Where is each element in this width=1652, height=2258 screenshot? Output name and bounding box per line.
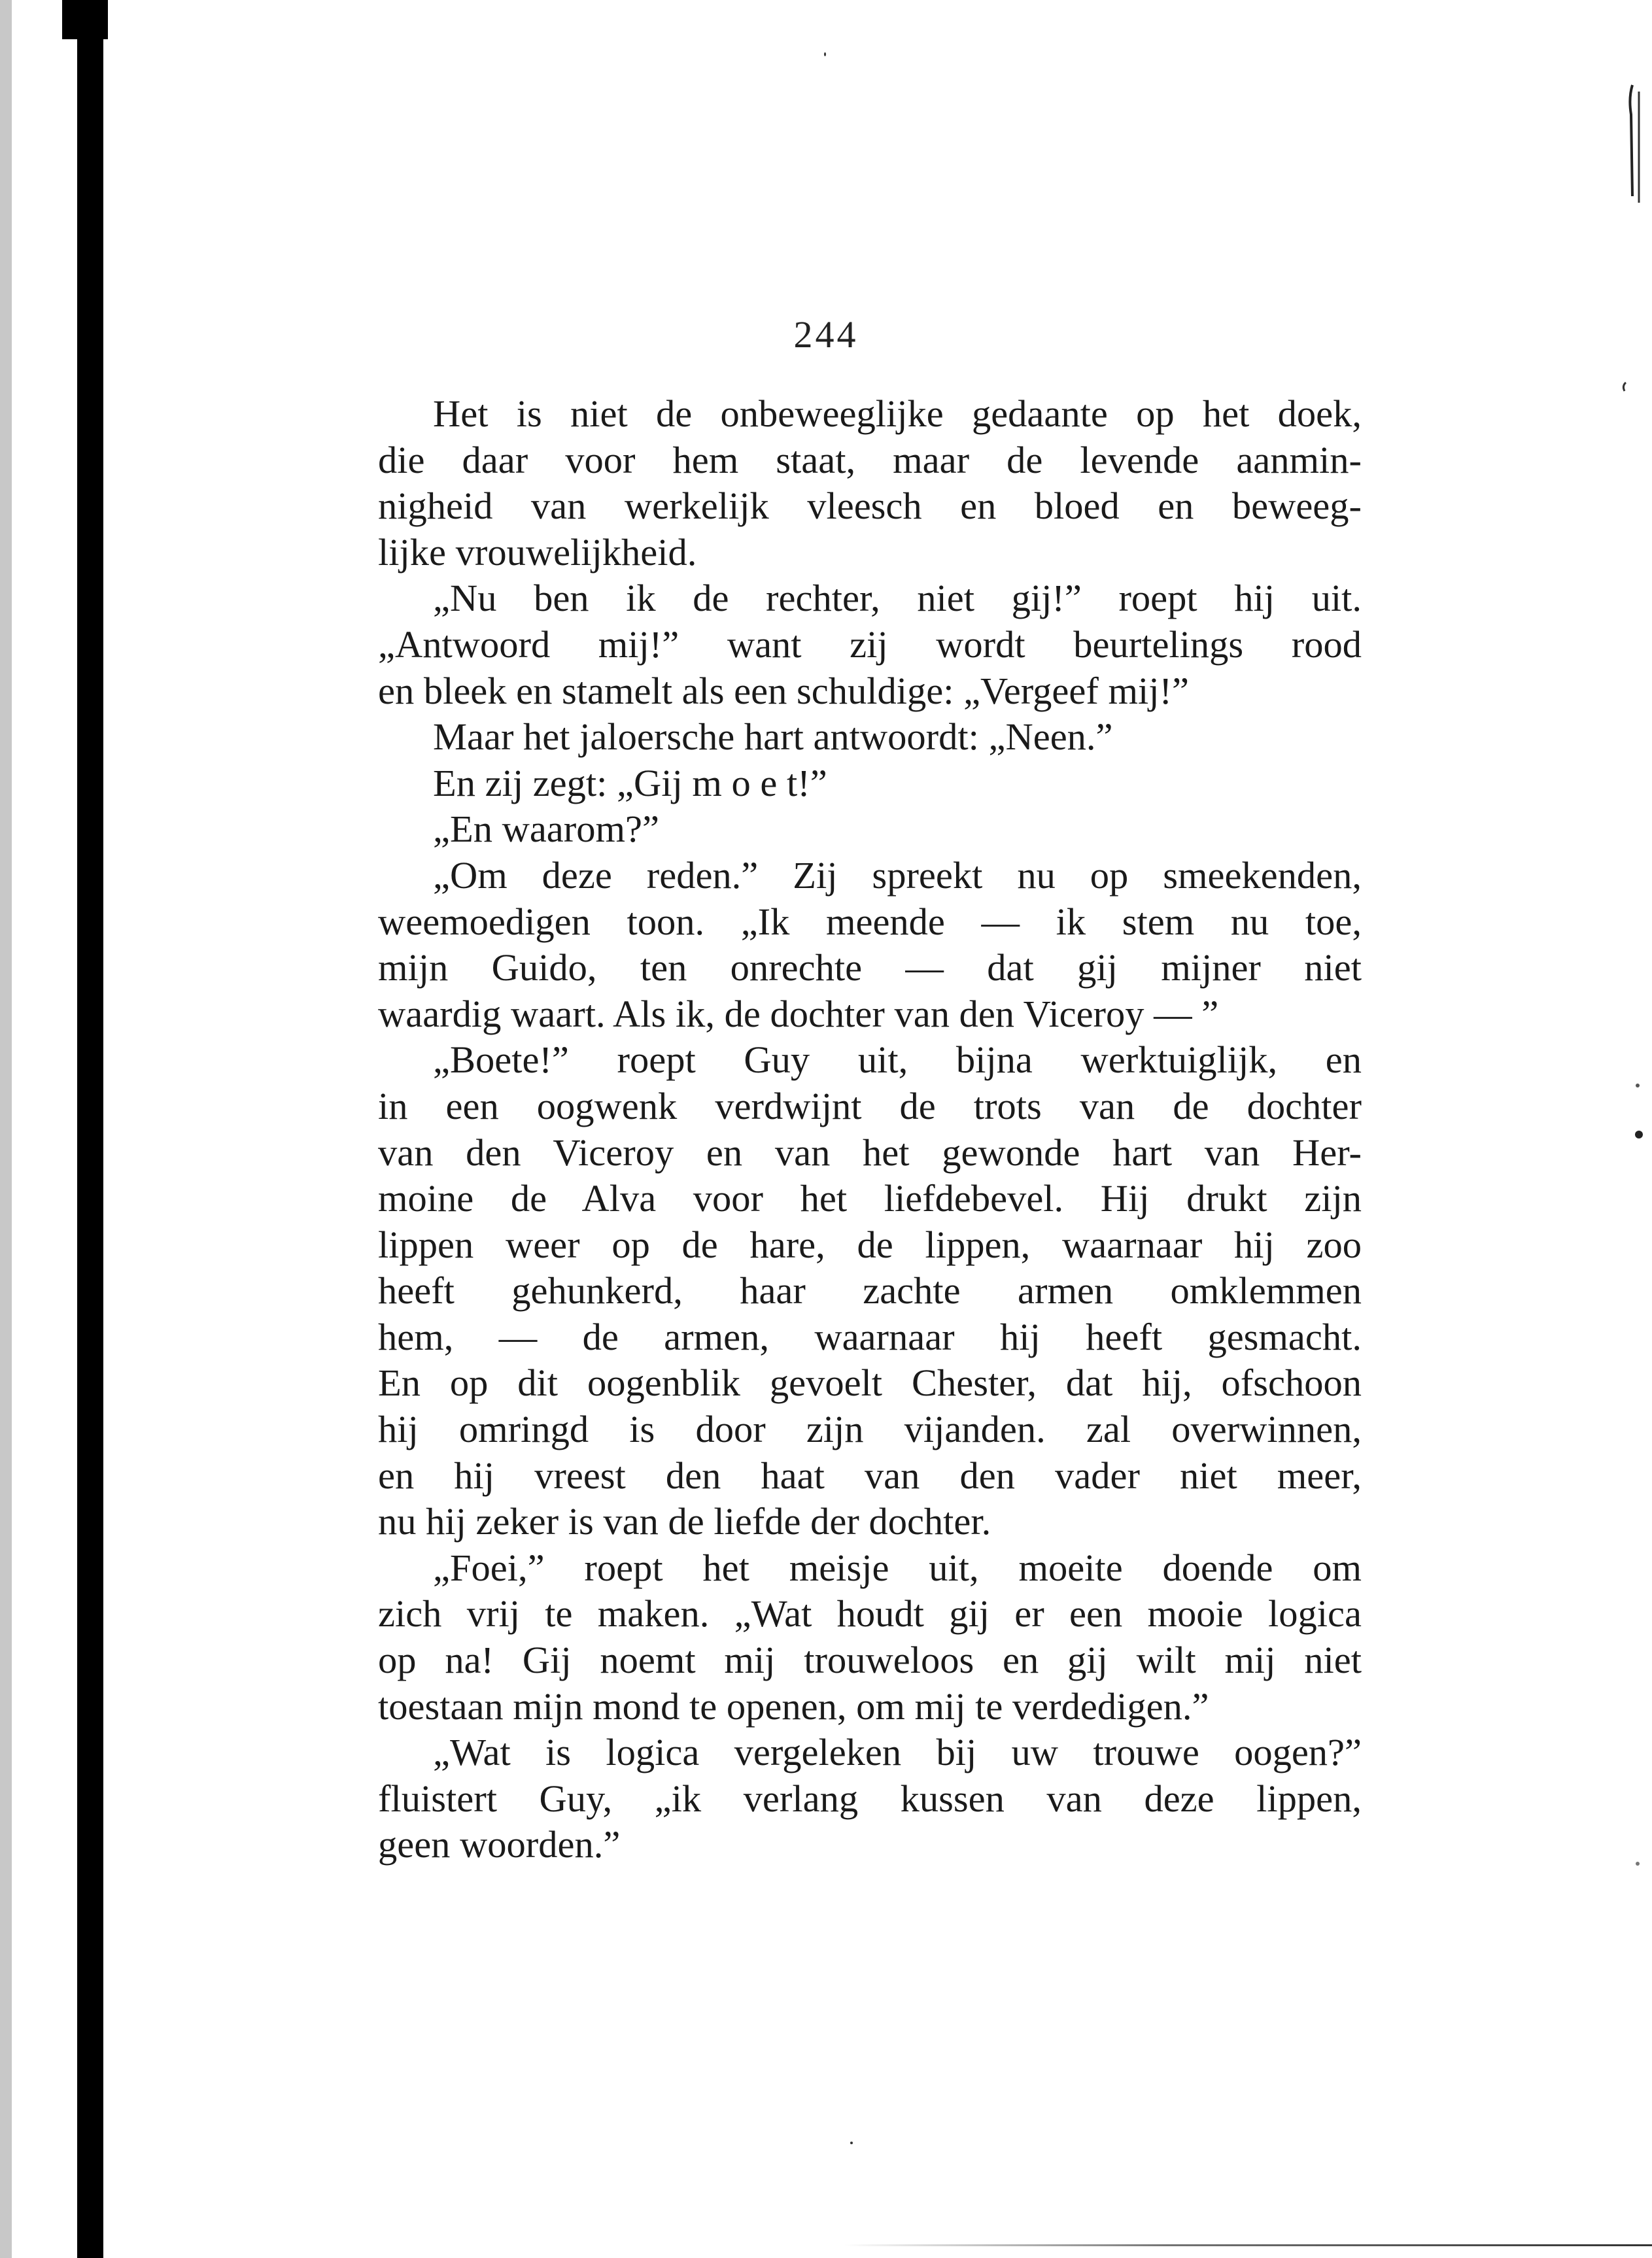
paper-speck bbox=[824, 52, 826, 56]
page-number: 244 bbox=[793, 313, 859, 356]
text-line: En zij zegt: „Gij m o e t!” bbox=[433, 761, 827, 804]
text-line: toestaan mijn mond te openen, om mij te verdedigen.” bbox=[378, 1685, 1209, 1728]
text-line: en bleek en stamelt als een schuldige: „Vergeef mij!” bbox=[378, 669, 1189, 712]
text-line: heeft gehunkerd, haar zachte armen omklemmen bbox=[378, 1269, 1362, 1312]
body-text bbox=[378, 391, 1362, 1868]
edge-mark-mid bbox=[1623, 383, 1626, 391]
edge-mark-top bbox=[1630, 85, 1632, 196]
text-line: in een oogwenk verdwijnt de trots van de dochter bbox=[378, 1084, 1362, 1127]
text-line: fluistert Guy, „ik verlang kussen van deze lippen, bbox=[378, 1777, 1362, 1820]
text-line: hij omringd is door zijn vijanden. zal overwinnen, bbox=[378, 1408, 1362, 1451]
text-line: hem, — de armen, waarnaar hij heeft gesmacht. bbox=[378, 1315, 1362, 1358]
text-line: en hij vreest den haat van den vader niet meer, bbox=[378, 1454, 1362, 1497]
text-line: „Nu ben ik de rechter, niet gij!” roept hij uit. bbox=[433, 577, 1362, 620]
paper-speck bbox=[850, 2142, 853, 2144]
text-line: En op dit oogenblik gevoelt Chester, dat hij, ofschoon bbox=[378, 1361, 1362, 1405]
text-line: van den Viceroy en van het gewonde hart van Her- bbox=[378, 1131, 1362, 1174]
text-line: op na! Gij noemt mij trouweloos en gij wilt mij niet bbox=[378, 1639, 1362, 1682]
text-line: „Antwoord mij!” want zij wordt beurtelings rood bbox=[378, 623, 1362, 666]
text-line: „Wat is logica vergeleken bij uw trouwe oogen?” bbox=[433, 1731, 1362, 1774]
text-line: Maar het jaloersche hart antwoordt: „Neen.” bbox=[433, 715, 1113, 759]
text-line: moine de Alva voor het liefdebevel. Hij drukt zijn bbox=[378, 1177, 1362, 1220]
bottom-edge-line bbox=[844, 2244, 1652, 2246]
edge-speck-3 bbox=[1636, 1862, 1640, 1866]
text-line: lijke vrouwelijkheid. bbox=[378, 530, 697, 573]
text-line: „Boete!” roept Guy uit, bijna werktuiglijk, en bbox=[433, 1038, 1362, 1082]
text-line: mijn Guido, ten onrechte — dat gij mijner niet bbox=[378, 946, 1362, 989]
edge-speck-1 bbox=[1635, 1131, 1643, 1138]
text-line: geen woorden.” bbox=[378, 1823, 621, 1866]
text-line: „En waarom?” bbox=[433, 808, 659, 851]
text-line: lippen weer op de hare, de lippen, waarnaar hij zoo bbox=[378, 1223, 1362, 1266]
text-line: zich vrij te maken. „Wat houdt gij er een mooie logica bbox=[378, 1592, 1362, 1635]
text-line: Het is niet de onbeweeglijke gedaante op het doek, bbox=[433, 392, 1362, 435]
text-line: weemoedigen toon. „Ik meende — ik stem nu toe, bbox=[378, 900, 1362, 943]
text-line: „Foei,” roept het meisje uit, moeite doende om bbox=[433, 1546, 1362, 1589]
edge-speck-2 bbox=[1636, 1084, 1640, 1087]
text-line: „Om deze reden.” Zij spreekt nu op smeekenden, bbox=[433, 853, 1362, 897]
text-line: nigheid van werkelijk vleesch en bloed en beweeg- bbox=[378, 485, 1362, 528]
text-line: waardig waart. Als ik, de dochter van den Viceroy — ” bbox=[378, 992, 1219, 1035]
text-line: nu hij zeker is van de liefde der dochter. bbox=[378, 1500, 991, 1543]
text-line: die daar voor hem staat, maar de levende aanmin- bbox=[378, 438, 1362, 481]
